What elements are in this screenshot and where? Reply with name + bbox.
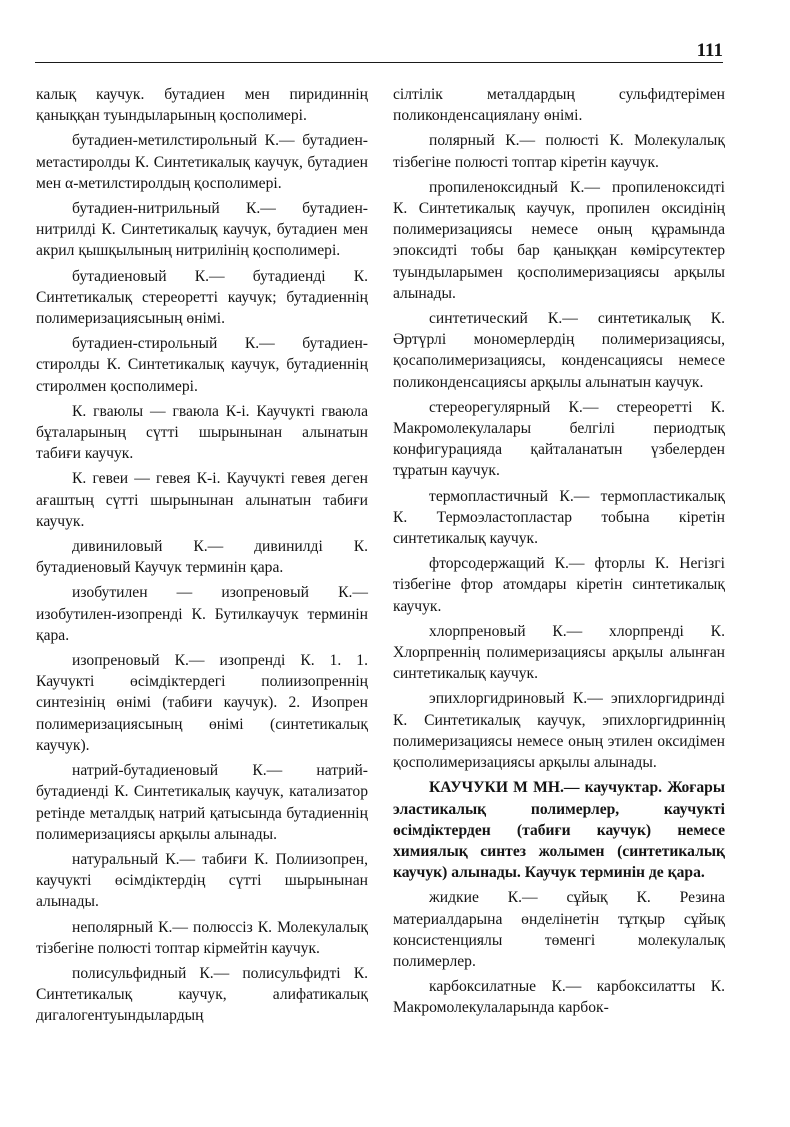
dictionary-entry: калық каучук. бутадиен мен пиридиннің қаныққан туындыларының қосполимері.: [36, 86, 368, 125]
dictionary-entry: натуральный К.— табиғи К. Полиизопрен, каучукті өсімдіктердің сүтті шырынынан алынады.: [36, 850, 368, 911]
header-rule: [35, 62, 723, 63]
dictionary-entry: карбоксилатные К.— карбоксилатты К. Макромолекулаларында карбок-: [393, 978, 725, 1017]
page-number: 111: [696, 40, 723, 61]
dictionary-entry: жидкие К.— сұйық К. Резина материалдарына өнделінетін тұтқыр сұйық консистенциялы төменгі молекулалық полимерлер.: [393, 889, 725, 970]
left-column: [36, 84, 368, 1031]
dictionary-entry: стереорегулярный К.— стереоретті К. Макромолекулалары белгілі периодтық конфигурацияда қайталанатын үзбелерден тұратын каучук.: [393, 398, 725, 480]
dictionary-entry: пропиленоксидный К.— пропиленоксидті К. Синтетикалық каучук, пропилен оксидінің полимеризациясы немесе оның құрамында эпоксидті тобы бар қаныққан көмірсутектер туындыларымен қосполимеризациясы арқылы алынады.: [393, 178, 725, 302]
dictionary-entry: термопластичный К.— термопластикалық К. Термоэластопластар тобына кіретін синтетикалық каучук.: [393, 487, 725, 548]
dictionary-entry: полисульфидный К.— полисульфидті К. Синтетикалық каучук, алифатикалық дигалогентуындылардың: [36, 964, 368, 1025]
dictionary-entry: синтетический К.— синтетикалық К. Әртүрлі мономерлердің полимеризациясы, қосаполимеризациясы, конденсациясы немесе поликонденсациясы арқылы алынатын каучук.: [393, 310, 725, 391]
dictionary-entry: натрий-бутадиеновый К.— натрий-бутадиенді К. Синтетикалық каучук, катализатор ретінде металдық натрий қатысында бутадиеннің полимеризациясы арқылы алынады.: [36, 762, 368, 843]
dictionary-entry: изобутилен — изопреновый К.— изобутилен-изопренді К. Бутилкаучук терминін қара.: [36, 584, 368, 644]
dictionary-entry: неполярный К.— полюссіз К. Молекулалық тізбегіне полюсті топтар кірмейтін каучук.: [36, 918, 368, 957]
dictionary-entry: изопреновый К.— изопренді К. 1. 1. Каучукті өсімдіктердегі полиизопреннің синтезінің өнімі (табиғи каучук). 2. Изопрен полимеризациясының өнімі (синтетикалық каучук).: [36, 652, 368, 754]
dictionary-entry: К. гевеи — гевея К-і. Каучукті гевея деген ағаштың сүтті шырынынан алынатын табиғи каучук.: [36, 470, 368, 530]
dictionary-entry: бутадиен-метилстирольный К.— бутадиен-метастиролды К. Синтетикалық каучук, бутадиен мен α-метилстиролдың қосполимері.: [36, 132, 368, 192]
dictionary-headword-entry: КАУЧУКИ М МН.— каучуктар. Жоғары эластикалық полимерлер, каучукті өсімдіктерден (табиғи каучук) немесе химиялық синтез жолымен (синтетикалық каучук) алынады. Каучук терминін де қара.: [393, 779, 725, 882]
dictionary-entry: К. гваюлы — гваюла К-і. Каучукті гваюла бұталарының сүтті шырынынан алынатын табиғи каучук.: [36, 402, 368, 463]
dictionary-entry: эпихлоргидриновый К.— эпихлоргидринді К. Синтетикалық каучук, эпихлоргидриннің полимеризациясы немесе оның этилен оксидімен қосполимеризациясы арқылы алынады.: [393, 690, 725, 772]
dictionary-entry: бутадиеновый К.— бутадиенді К. Синтетикалық стереоретті каучук; бутадиеннің полимеризациясының өнімі.: [36, 267, 368, 328]
dictionary-entry: бутадиен-стирольный К.— бутадиен-стиролды К. Синтетикалық каучук, бутадиеннің стиролмен қосполимері.: [36, 335, 368, 395]
dictionary-entry: бутадиен-нитрильный К.— бутадиен-нитрилді К. Синтетикалық каучук, бутадиен мен акрил қышқылының нитрилінің қосполимері.: [36, 200, 368, 260]
dictionary-entry: хлорпреновый К.— хлорпренді К. Хлорпреннің полимеризациясы арқылы алынған синтетикалық каучук.: [393, 622, 725, 683]
right-column: [393, 84, 725, 1023]
dictionary-entry: сілтілік металдардың сульфидтерімен поликонденсациялану өнімі.: [393, 86, 725, 125]
dictionary-entry: полярный К.— полюсті К. Молекулалық тізбегіне полюсті топтар кіретін каучук.: [393, 132, 725, 171]
dictionary-entry: фторсодержащий К.— фторлы К. Негізгі тізбегіне фтор атомдары кіретін синтетикалық каучук.: [393, 555, 725, 615]
dictionary-entry: дивиниловый К.— дивинилді К. бутадиеновый Каучук терминін қара.: [36, 538, 368, 577]
